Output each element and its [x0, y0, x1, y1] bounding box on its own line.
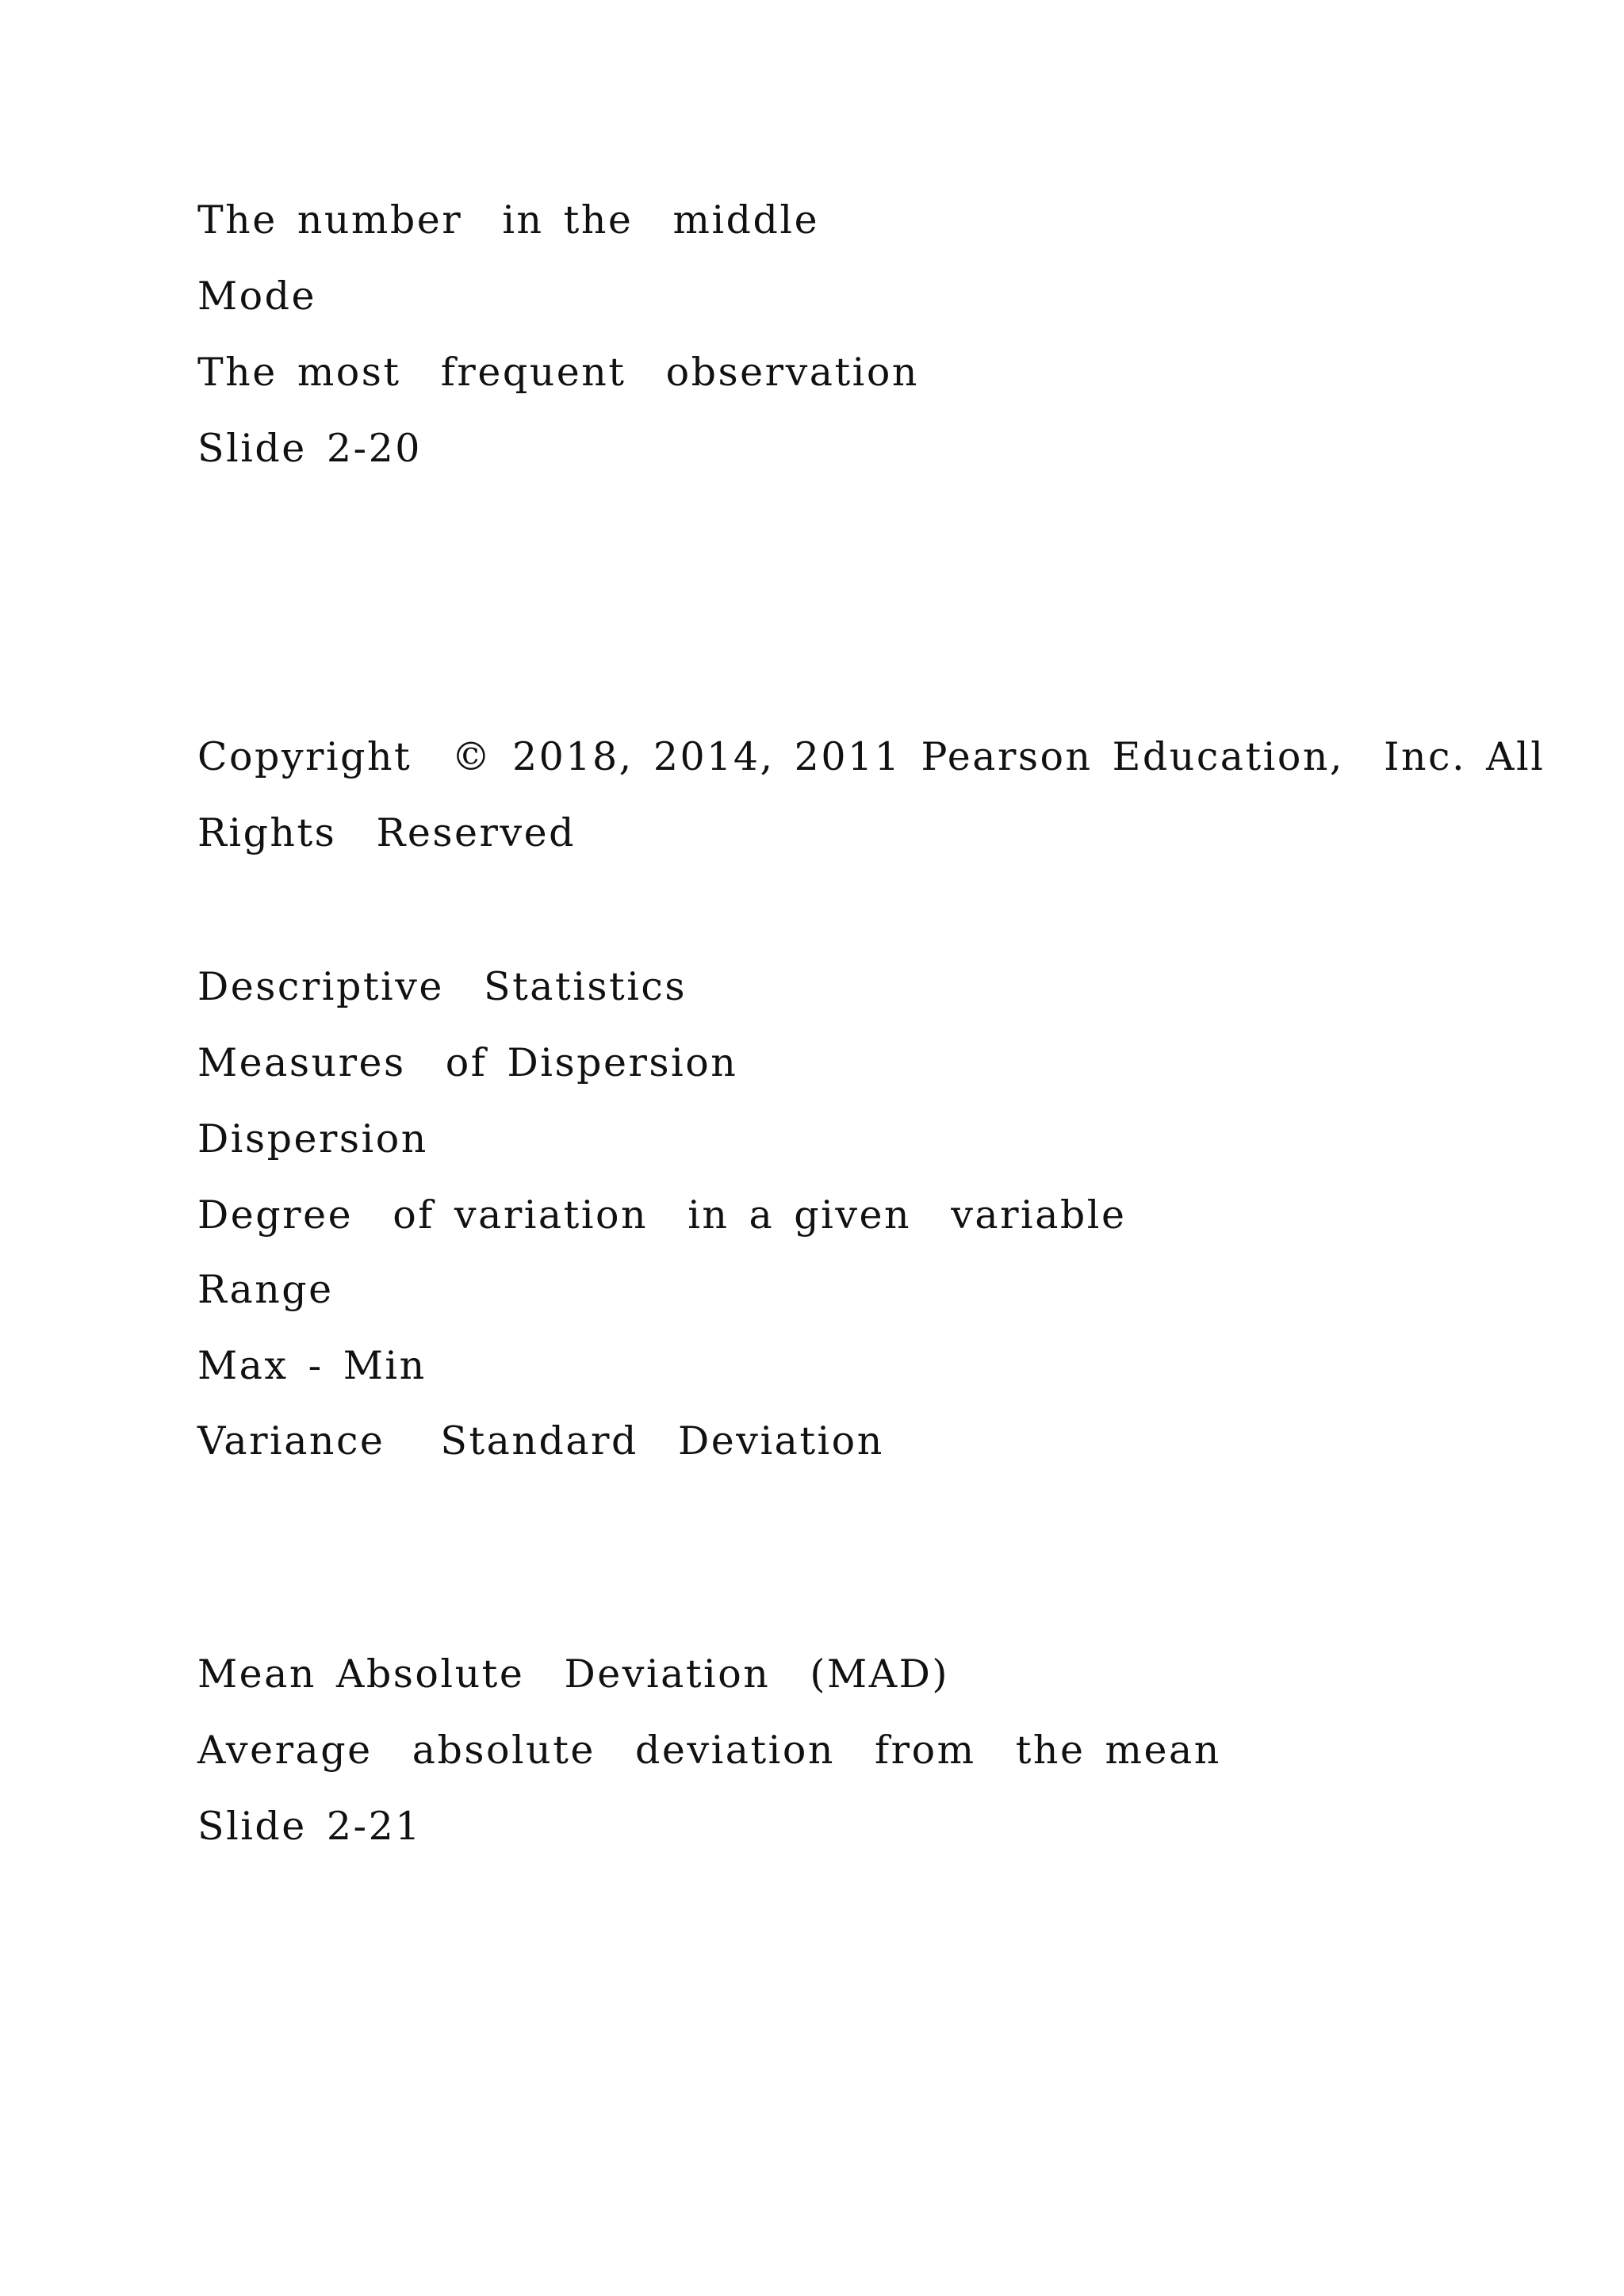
section-title: Descriptive Statistics: [197, 964, 687, 1009]
range-formula: Max - Min: [197, 1343, 427, 1388]
copyright-line-2: Rights Reserved: [197, 810, 576, 855]
variance-std-dev-line: [197, 1418, 884, 1464]
mad-definition: Average absolute deviation from the mean: [197, 1728, 1221, 1773]
median-definition: The number in the middle: [197, 197, 820, 243]
slide-label-2-21: Slide 2-21: [197, 1804, 422, 1849]
std-dev-label: Standard Deviation: [440, 1418, 884, 1464]
section-subtitle: Measures of Dispersion: [197, 1040, 738, 1085]
mad-heading: Mean Absolute Deviation (MAD): [197, 1651, 949, 1697]
mode-heading: Mode: [197, 274, 317, 319]
copyright-line-1: Copyright © 2018, 2014, 2011 Pearson Education, Inc. All: [197, 734, 1545, 779]
dispersion-definition: Degree of variation in a given variable: [197, 1192, 1127, 1238]
slide-label-2-20: Slide 2-20: [197, 426, 422, 471]
mode-definition: The most frequent observation: [197, 350, 919, 395]
variance-label: Variance: [197, 1418, 385, 1464]
range-heading: Range: [197, 1267, 334, 1312]
dispersion-heading: Dispersion: [197, 1116, 428, 1161]
